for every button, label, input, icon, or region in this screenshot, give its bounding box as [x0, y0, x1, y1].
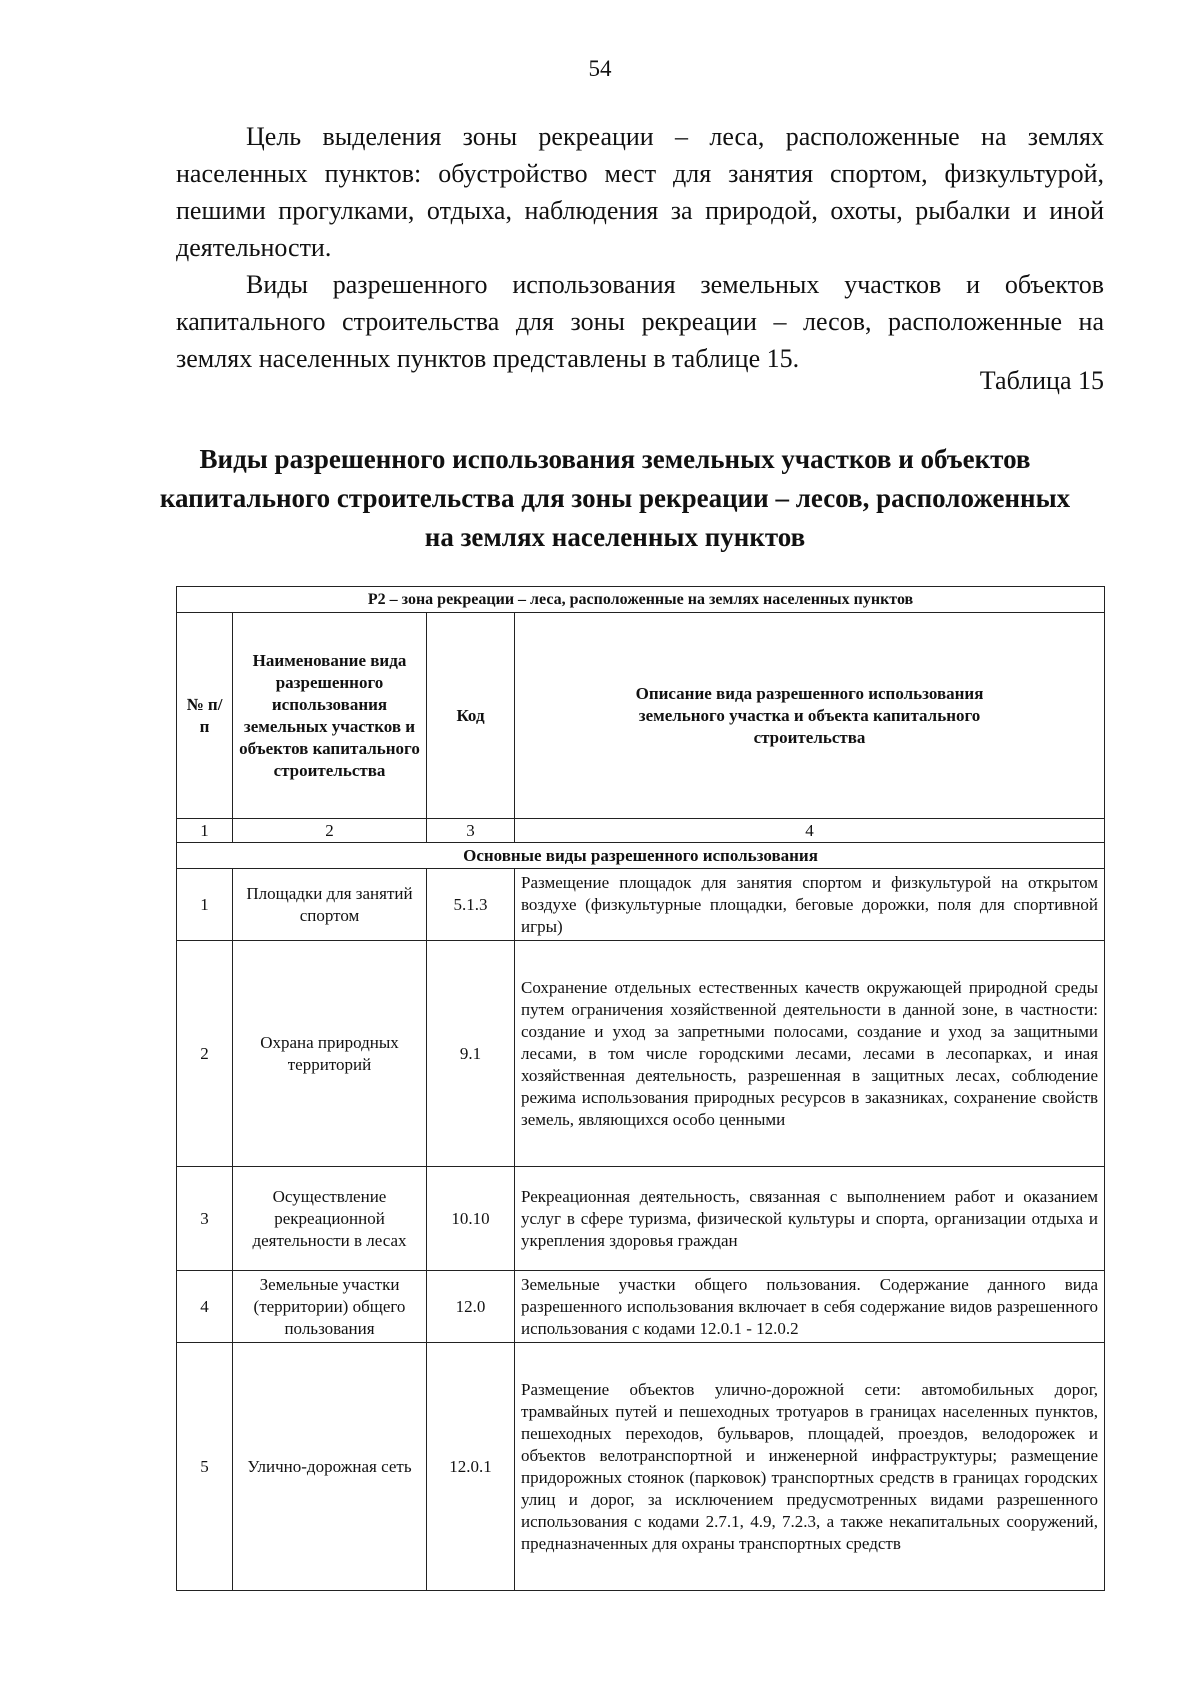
header-name: Наименование вида разрешенного использования земельных участков и объектов капитального строительства: [233, 613, 427, 819]
row-code: 12.0: [427, 1271, 515, 1343]
zone-header: Р2 – зона рекреации – леса, расположенные на землях населенных пунктов: [177, 587, 1105, 613]
row-description: Сохранение отдельных естественных качеств окружающей природной среды путем ограничения хозяйственной деятельности в данной зоне, в частности: создание и уход за запретными полосами, создание и уход за защитными лесами, в том числе городскими лесами, лесами в лесопарках, и иная хозяйственная деятельность, разрешенная в защитных лесах, соблюдение режима использования природных ресурсов в заказниках, сохранение свойств земель, являющихся особо ценными: [515, 941, 1105, 1167]
column-number: 4: [515, 819, 1105, 843]
column-header-row: [177, 613, 1105, 819]
zone-header-row: [177, 587, 1105, 613]
column-number: 1: [177, 819, 233, 843]
table-row: [177, 869, 1105, 941]
table-row: [177, 1343, 1105, 1591]
row-code: 5.1.3: [427, 869, 515, 941]
column-number-row: [177, 819, 1105, 843]
page-number: 54: [588, 56, 612, 81]
table-row: [177, 1167, 1105, 1271]
row-name: Охрана природных территорий: [233, 941, 427, 1167]
table-row: [177, 941, 1105, 1167]
column-number: 3: [427, 819, 515, 843]
table-row: [177, 1271, 1105, 1343]
column-number: 2: [233, 819, 427, 843]
row-name: Улично-дорожная сеть: [233, 1343, 427, 1591]
intro-text: [176, 118, 1104, 377]
intro-paragraph-goal: Цель выделения зоны рекреации – леса, расположенные на землях населенных пунктов: обустройство мест для занятия спортом, физкультурой, пешими прогулками, отдыха, наблюдения за природой, охоты, рыбалки и иной деятельности.: [176, 122, 1104, 262]
intro-paragraph-table-ref: Виды разрешенного использования земельных участков и объектов капитального строительства для зоны рекреации – лесов, расположенные на землях населенных пунктов представлены в таблице 15.: [176, 270, 1104, 373]
row-name: Площадки для занятий спортом: [233, 869, 427, 941]
header-description: Описание вида разрешенного использования земельного участка и объекта капитального строительства: [515, 613, 1105, 819]
row-description: Земельные участки общего пользования. Содержание данного вида разрешенного использования включает в себя содержание видов разрешенного использования с кодами 12.0.1 - 12.0.2: [515, 1271, 1105, 1343]
row-num: 2: [177, 941, 233, 1167]
row-description: Рекреационная деятельность, связанная с выполнением работ и оказанием услуг в сфере туризма, физической культуры и спорта, организации отдыха и укрепления здоровья граждан: [515, 1167, 1105, 1271]
row-code: 10.10: [427, 1167, 515, 1271]
row-code: 12.0.1: [427, 1343, 515, 1591]
table-label: Таблица 15: [979, 366, 1104, 395]
section-row: [177, 843, 1105, 869]
row-description: Размещение объектов улично-дорожной сети: автомобильных дорог, трамвайных путей и пешеходных тротуаров в границах населенных пунктов, пешеходных переходов, бульваров, площадей, проездов, велодорожек и объектов велотранспортной и инженерной инфраструктуры; размещение придорожных стоянок (парковок) транспортных средств в границах городских улиц и дорог, за исключением предусмотренных видами разрешенного использования с кодами 2.7.1, 4.9, 7.2.3, а также некапитальных сооружений, предназначенных для охраны транспортных средств: [515, 1343, 1105, 1591]
row-num: 1: [177, 869, 233, 941]
row-name: Осуществление рекреационной деятельности в лесах: [233, 1167, 427, 1271]
row-num: 4: [177, 1271, 233, 1343]
row-num: 3: [177, 1167, 233, 1271]
row-num: 5: [177, 1343, 233, 1591]
table-title: Виды разрешенного использования земельных участков и объектов капитального строительства для зоны рекреации – лесов, расположенных на землях населенных пунктов: [159, 444, 1071, 552]
row-name: Земельные участки (территории) общего пользования: [233, 1271, 427, 1343]
row-code: 9.1: [427, 941, 515, 1167]
row-description: Размещение площадок для занятия спортом и физкультурой на открытом воздухе (физкультурные площадки, беговые дорожки, поля для спортивной игры): [515, 869, 1105, 941]
header-code: Код: [427, 613, 515, 819]
header-num: № п/п: [177, 613, 233, 819]
section-title: Основные виды разрешенного использования: [177, 843, 1105, 869]
land-use-table: [176, 586, 1105, 1591]
